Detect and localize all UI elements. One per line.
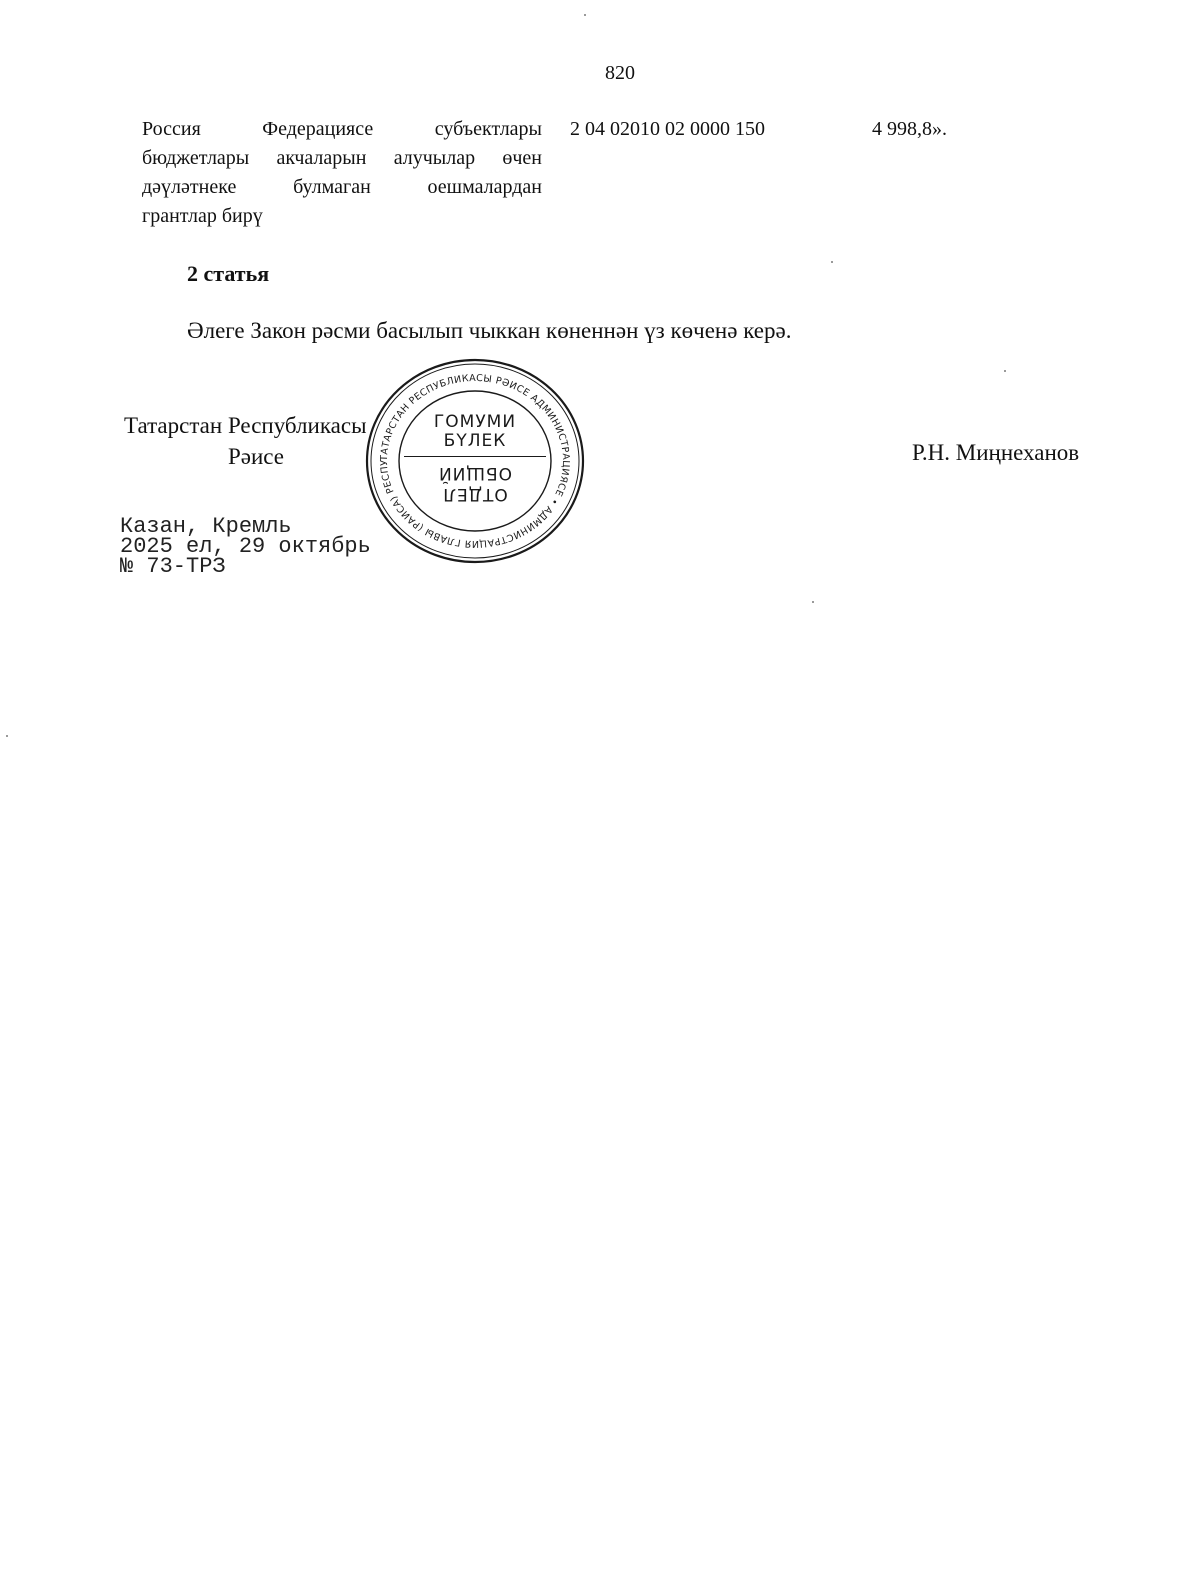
description-line-4: грантлар бирү bbox=[142, 205, 263, 227]
scan-speck bbox=[831, 261, 833, 263]
page-number: 820 bbox=[605, 62, 635, 84]
description-line-3: дәүләтнеке булмаган оешмалардан bbox=[142, 176, 542, 198]
seal-inner-top-line-1: ГОМУМИ bbox=[433, 412, 517, 432]
official-seal-stamp bbox=[364, 356, 586, 566]
description-line-1: Россия Федерациясе субъектлары bbox=[142, 118, 542, 140]
budget-classification-code: 2 04 02010 02 0000 150 bbox=[570, 118, 765, 140]
place: Казан, Кремль bbox=[120, 514, 292, 539]
law-number: № 73-ТРЗ bbox=[120, 554, 226, 579]
signer-title-line-2: Рәисе bbox=[228, 444, 285, 469]
budget-amount: 4 998,8». bbox=[872, 118, 947, 140]
seal-divider bbox=[404, 456, 546, 457]
seal-rings bbox=[364, 356, 586, 566]
article-heading: 2 статья bbox=[187, 261, 270, 286]
seal-inner-top-line-2: БҮЛЕК bbox=[443, 431, 507, 451]
scan-speck bbox=[1004, 370, 1006, 372]
seal-inner-bottom-line-1: ОБЩИЙ bbox=[437, 463, 513, 483]
signer-name: Р.Н. Миңнеханов bbox=[912, 440, 1080, 465]
scan-speck bbox=[812, 601, 814, 603]
signer-title-line-1: Татарстан Республикасы bbox=[124, 413, 367, 438]
scan-speck bbox=[6, 735, 8, 737]
article-text: Әлеге Закон рәсми басылып чыккан көненнән үз көченә керә. bbox=[187, 318, 792, 343]
seal-inner-bottom-line-2: ОТДЕЛ bbox=[442, 484, 508, 504]
date: 2025 ел, 29 октябрь bbox=[120, 534, 371, 559]
place-and-date bbox=[120, 514, 371, 579]
description-line-2: бюджетлары акчаларын алучылар өчен bbox=[142, 147, 542, 169]
budget-item-description bbox=[142, 115, 542, 231]
seal-outer-text: ТАТАРСТАН РЕСПУБЛИКАСЫ РӘИСЕ АДМИНИСТРАЦИЯСЕ • АДМИНИСТРАЦИЯ ГЛАВЫ (РАИСА) РЕСПУ bbox=[378, 372, 572, 550]
scan-speck bbox=[584, 14, 586, 16]
